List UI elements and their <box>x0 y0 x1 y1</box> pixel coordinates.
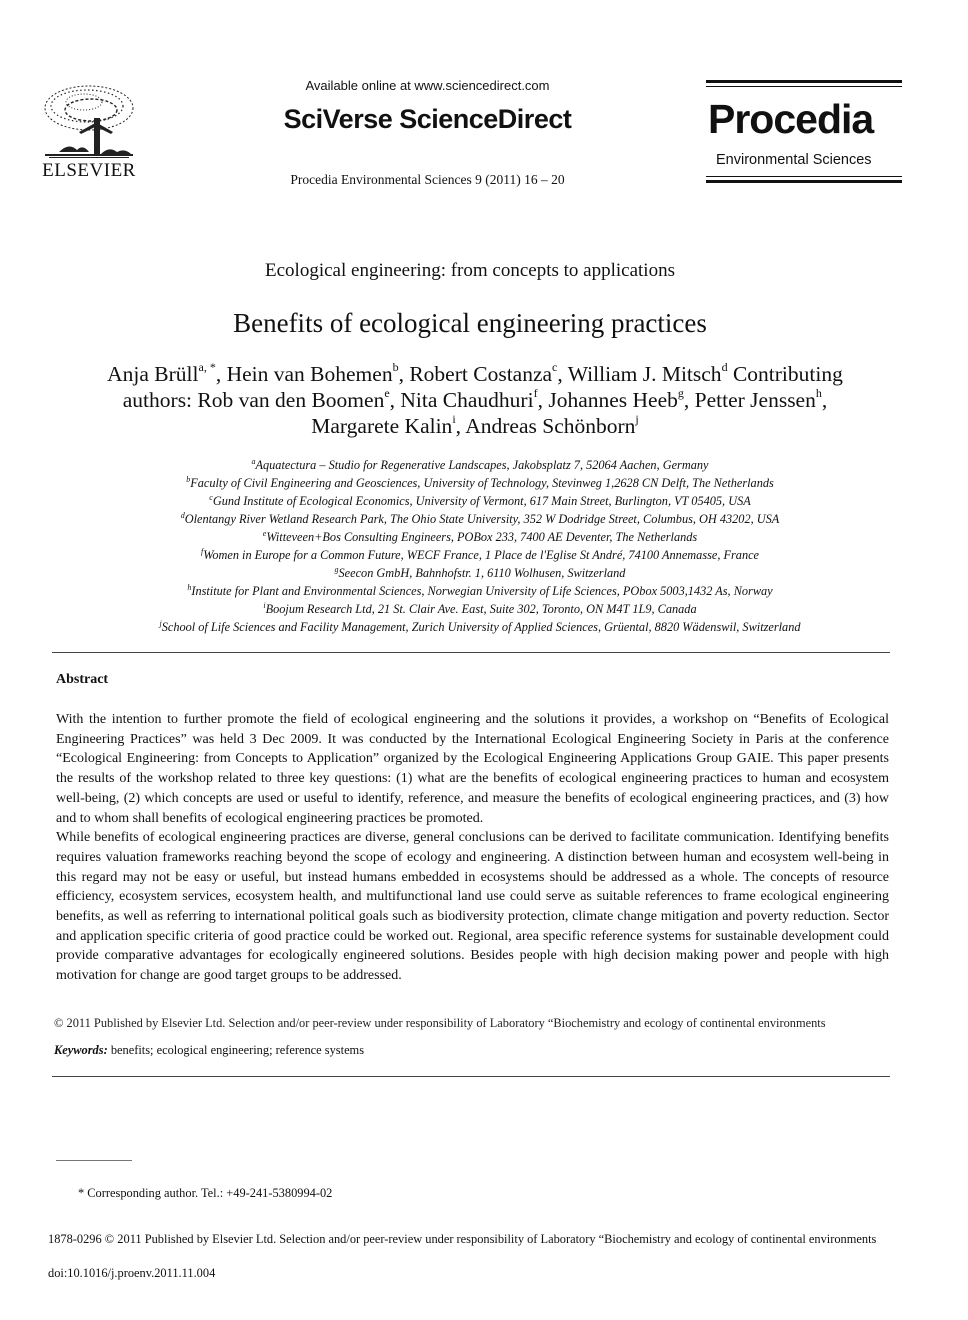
author-affiliation-marker[interactable]: b <box>392 360 399 374</box>
separator: , <box>455 414 466 438</box>
author-line-1 <box>60 361 890 387</box>
sciverse-sciencedirect-logo: SciVerse ScienceDirect <box>283 104 572 134</box>
affiliation-key: e <box>262 529 267 538</box>
author: William J. Mitsch <box>567 362 722 386</box>
affiliation-text: Seecon GmbH, Bahnhofstr. 1, 6110 Wolhusen, Switzerland <box>338 566 626 580</box>
footnote-divider <box>56 1160 132 1161</box>
affiliation-text: Olentangy River Wetland Research Park, The Ohio State University, 352 W Dodridge Street, Columbus, OH 43202, USA <box>184 512 780 526</box>
separator: , <box>398 362 410 386</box>
logo-rule-bottom-thick <box>706 180 902 183</box>
abstract-top-divider <box>52 652 890 653</box>
keywords-list: benefits; ecological engineering; reference systems <box>110 1043 365 1057</box>
author-line-2 <box>60 387 890 413</box>
author-affiliation-marker[interactable]: i <box>452 412 456 426</box>
abstract-heading: Abstract <box>56 672 109 687</box>
elsevier-logo <box>26 82 152 192</box>
author: Petter Jenssen <box>694 388 816 412</box>
author: Robert Costanza <box>409 362 553 386</box>
affiliation-key: b <box>186 475 191 484</box>
abstract-bottom-divider <box>52 1076 890 1077</box>
keywords <box>54 1043 364 1058</box>
abstract-body <box>56 710 889 986</box>
author: Nita Chaudhuri <box>400 388 534 412</box>
author: Andreas Schönborn <box>465 414 636 438</box>
logo-rule-bottom-thin <box>706 176 902 177</box>
author-affiliation-marker[interactable]: j <box>635 412 639 426</box>
separator: , <box>215 362 227 386</box>
copyright-notice: © 2011 Published by Elsevier Ltd. Selection and/or peer-review under responsibility of Laboratory “Biochemistry and ecology of continental environments <box>54 1016 826 1030</box>
author-affiliation-marker[interactable]: g <box>677 386 684 400</box>
affiliation-key: f <box>200 547 204 556</box>
separator: , <box>683 388 695 412</box>
abstract-paragraph: While benefits of ecological engineering practices are diverse, general conclusions can be derived to facilitate communication. Identifying benefits requires valuation frameworks reaching beyond the scope of ecology and engineering. A distinction between human and ecosystem well-being in this regard may not be easy or useful, but instead humans embedded in ecosystems should be addressed as a whole. The concepts of resource efficiency, ecosystem services, ecosystem health, and multifunctional land use could serve as suitable references to frame ecological engineering benefits, as well as referring to international political goals such as biodiversity protection, climate change mitigation and poverty reduction. Sector and application specific criteria of good practice could be worked out. Regional, area specific reference systems for sustainable development could provide comparative advantages for ecologically engineered solutions. Besides people with high decision making power and people with high motivation for change are good target groups to be addressed. <box>56 830 889 984</box>
procedia-wordmark: Procedia <box>708 96 874 142</box>
affiliation-list <box>60 456 900 636</box>
affiliation <box>60 456 900 474</box>
author-affiliation-marker[interactable]: e <box>384 386 390 400</box>
affiliation-text: Aquatectura – Studio for Regenerative Landscapes, Jakobsplatz 7, 52064 Aachen, Germany <box>255 458 709 472</box>
affiliation-text: Gund Institute of Ecological Economics, University of Vermont, 617 Main Street, Burlington, VT 05405, USA <box>212 494 751 508</box>
separator: , <box>821 388 828 412</box>
abstract-paragraph: With the intention to further promote the field of ecological engineering and the solutions it provides, a workshop on “Benefits of Ecological Engineering Practices” was held 3 Dec 2009. It was conducted by the International Ecological Engineering Society in Paris at the conference “Ecological Engineering: from Concepts to Application” organized by the Ecological Engineering Applications Group GAIE. This paper presents the results of the workshop related to three key questions: (1) what are the benefits of ecological engineering practices to human and ecosystem well-being, (2) which concepts are used or useful to identify, reference, and measure the benefits of ecological engineering practices, and (3) how and to whom shall benefits of ecological engineering practices be promoted. <box>56 712 889 826</box>
separator: , <box>537 388 549 412</box>
corresponding-author-footnote: * Corresponding author. Tel.: +49-241-5380994-02 <box>78 1186 333 1200</box>
affiliation <box>60 510 900 528</box>
affiliation <box>60 582 900 600</box>
affiliation <box>60 474 900 492</box>
affiliation-key: a <box>251 457 256 466</box>
available-online-link[interactable]: Available online at www.sciencedirect.com <box>305 78 550 93</box>
affiliation <box>60 528 900 546</box>
elsevier-wordmark: ELSEVIER <box>42 160 136 181</box>
separator: , <box>557 362 568 386</box>
separator: Contributing <box>727 362 843 386</box>
affiliation <box>60 564 900 582</box>
affiliation-text: School of Life Sciences and Facility Management, Zurich University of Applied Sciences, Grüental, 8820 Wädenswil, Switzerland <box>161 620 801 634</box>
issn-copyright-line: 1878-0296 © 2011 Published by Elsevier Ltd. Selection and/or peer-review under responsibility of Laboratory “Biochemistry and ecology of continental environments <box>48 1232 877 1246</box>
author-affiliation-marker[interactable]: d <box>721 360 728 374</box>
affiliation-key: g <box>334 565 339 574</box>
separator: , <box>389 388 401 412</box>
affiliation-text: Women in Europe for a Common Future, WECF France, 1 Place de l'Eglise St André, 74100 Annemasse, France <box>203 548 760 562</box>
keywords-label: Keywords: <box>54 1043 108 1057</box>
affiliation-key: c <box>209 493 213 502</box>
author: authors: Rob van den Boomen <box>122 388 385 412</box>
affiliation <box>60 492 900 510</box>
author: Anja Brüll <box>107 362 199 386</box>
affiliation-key: h <box>187 583 192 592</box>
author-line-3 <box>60 413 890 439</box>
affiliation-text: Boojum Research Ltd, 21 St. Clair Ave. East, Suite 302, Toronto, ON M4T 1L9, Canada <box>265 602 697 616</box>
affiliation-text: Institute for Plant and Environmental Sciences, Norwegian University of Life Sciences, PObox 5003,1432 As, Norway <box>191 584 773 598</box>
affiliation <box>60 618 900 636</box>
logo-rule-top-thick <box>706 80 902 83</box>
affiliation-text: Witteveen+Bos Consulting Engineers, POBox 233, 7400 AE Deventer, The Netherlands <box>266 530 698 544</box>
author-list <box>60 361 890 439</box>
doi-link[interactable]: doi:10.1016/j.proenv.2011.11.004 <box>48 1266 216 1280</box>
affiliation <box>60 600 900 618</box>
author-affiliation-marker[interactable]: a, * <box>198 360 216 374</box>
procedia-logo <box>706 80 902 186</box>
affiliation-key: d <box>180 511 185 520</box>
author-affiliation-marker[interactable]: c <box>552 360 558 374</box>
author: Johannes Heeb <box>548 388 678 412</box>
paper-title: Benefits of ecological engineering practices <box>233 308 707 338</box>
logo-rule-top-thin <box>706 86 902 87</box>
elsevier-tree-icon <box>39 82 139 162</box>
affiliation-key: i <box>263 601 266 610</box>
affiliation <box>60 546 900 564</box>
author: Margarete Kalin <box>311 414 453 438</box>
affiliation-key: j <box>159 619 162 628</box>
author-affiliation-marker[interactable]: f <box>533 386 538 400</box>
author: Hein van Bohemen <box>226 362 393 386</box>
series-title: Ecological engineering: from concepts to applications <box>265 260 675 281</box>
author-affiliation-marker[interactable]: h <box>815 386 822 400</box>
journal-reference: Procedia Environmental Sciences 9 (2011) 16 – 20 <box>290 172 565 187</box>
affiliation-text: Faculty of Civil Engineering and Geosciences, University of Technology, Stevinweg 1,2628 CN Delft, The Netherlands <box>190 476 774 490</box>
procedia-subtitle: Environmental Sciences <box>716 152 872 168</box>
